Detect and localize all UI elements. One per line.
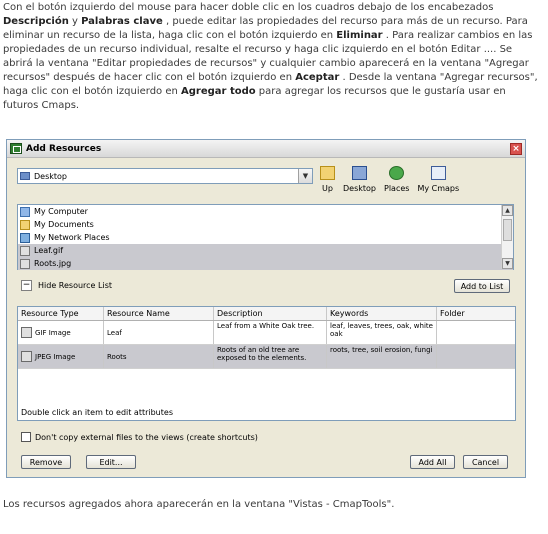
image-file-icon — [20, 259, 30, 269]
status-text: Double click an item to edit attributes — [21, 408, 173, 417]
places-toolbar — [320, 166, 467, 193]
desktop-label: Desktop — [343, 184, 376, 193]
network-icon — [20, 233, 30, 243]
file-list — [17, 204, 514, 270]
keywords-cell[interactable]: leaf, leaves, trees, oak, white oak — [327, 321, 437, 344]
column-header[interactable]: Description — [214, 307, 327, 320]
column-header[interactable]: Resource Type — [18, 307, 104, 320]
intro-bold-aceptar: Aceptar — [295, 72, 340, 83]
remove-button[interactable]: Remove — [21, 455, 71, 469]
outro-paragraph: Los recursos agregados ahora aparecerán en la ventana "Vistas - CmapTools". — [3, 499, 395, 510]
resource-table — [17, 306, 516, 421]
desktop-button[interactable] — [343, 166, 376, 193]
dialog-titlebar[interactable] — [7, 140, 525, 158]
hide-resource-list-row[interactable] — [21, 280, 112, 291]
places-label: Places — [384, 184, 410, 193]
scrollbar-thumb[interactable] — [503, 219, 512, 241]
dont-copy-label: Don't copy external files to the views (create shortcuts) — [35, 432, 258, 442]
intro-paragraph — [3, 1, 543, 113]
close-icon[interactable]: × — [510, 143, 522, 155]
up-folder-icon — [320, 166, 335, 180]
collapse-icon[interactable]: − — [22, 280, 31, 290]
intro-text: . Desde la ventana "Agregar recursos", haga clic con el botón izquierdo en — [3, 72, 538, 97]
add-resources-dialog — [6, 139, 526, 478]
add-to-list-button[interactable]: Add to List — [454, 279, 510, 293]
my-cmaps-label: My Cmaps — [417, 184, 460, 193]
documents-icon — [20, 220, 30, 230]
up-button[interactable] — [320, 166, 335, 193]
add-all-button[interactable]: Add All — [410, 455, 455, 469]
type-cell — [18, 321, 104, 344]
column-header[interactable]: Folder — [440, 309, 465, 318]
file-name: My Network Places — [34, 233, 110, 242]
file-list-scrollbar[interactable] — [501, 205, 513, 269]
intro-text: para agregar los recursos que le gustaría usar en futuros Cmaps. — [3, 86, 506, 111]
copy-option-row[interactable] — [21, 432, 258, 442]
intro-text: y — [68, 16, 82, 27]
column-header[interactable]: Keywords — [327, 307, 437, 320]
image-file-icon — [20, 246, 30, 256]
places-button[interactable] — [384, 166, 409, 193]
file-name: Roots.jpg — [34, 259, 72, 268]
type-cell — [18, 345, 104, 368]
globe-icon — [389, 166, 404, 180]
intro-bold-eliminar: Eliminar — [336, 30, 383, 41]
file-name: My Documents — [34, 220, 94, 229]
folder-cell[interactable] — [437, 345, 515, 368]
file-name: My Computer — [34, 207, 88, 216]
list-item[interactable] — [18, 231, 513, 244]
table-header — [18, 307, 515, 321]
intro-text: , puede editar las propiedades del recurso para más de un recurso. Para eliminar un recurso de la lista, haga clic con el botón izquierdo en — [3, 16, 528, 41]
chevron-down-icon[interactable]: ▼ — [298, 169, 312, 183]
list-item[interactable] — [18, 218, 513, 231]
file-name: Leaf.gif — [34, 246, 64, 255]
list-item[interactable] — [18, 205, 513, 218]
name-cell[interactable]: Leaf — [104, 321, 214, 344]
location-value: Desktop — [34, 171, 67, 181]
description-cell[interactable]: Leaf from a White Oak tree. — [214, 321, 327, 344]
dialog-title: Add Resources — [26, 143, 102, 154]
table-row[interactable] — [18, 321, 515, 345]
intro-bold-descripcion: Descripción — [3, 16, 69, 27]
hide-resource-list-label: Hide Resource List — [38, 281, 112, 290]
desktop-icon — [352, 166, 367, 180]
intro-bold-palabras-clave: Palabras clave — [81, 16, 163, 27]
up-label: Up — [322, 184, 333, 193]
description-cell[interactable]: Roots of an old tree are exposed to the elements. — [214, 345, 327, 368]
edit-button[interactable]: Edit... — [86, 455, 136, 469]
dont-copy-checkbox[interactable] — [21, 432, 31, 442]
desktop-folder-icon — [20, 172, 30, 180]
type-text: GIF Image — [35, 328, 71, 337]
cmaptools-app-icon — [10, 143, 22, 154]
computer-icon — [20, 207, 30, 217]
folder-cell[interactable] — [437, 321, 515, 344]
intro-text: . Para realizar cambios en las propiedades de un recurso individual, resalte el recurso y haga clic izquierdo en el botón Editar .... Se abrirá la ventana "Editar propiedades de recursos" y cualquier cambio aparecerá en la ventana "Agregar recursos" después de hacer clic con el botón izquierdo en — [3, 30, 533, 83]
keywords-cell[interactable]: roots, tree, soil erosion, fungi — [327, 345, 437, 368]
scroll-down-icon[interactable]: ▼ — [502, 258, 513, 269]
type-text: JPEG Image — [35, 352, 76, 361]
cmaps-icon — [431, 166, 446, 180]
scroll-up-icon[interactable]: ▲ — [502, 205, 513, 216]
my-cmaps-button[interactable] — [417, 166, 459, 193]
intro-bold-agregar-todo: Agregar todo — [181, 86, 256, 97]
cancel-button[interactable]: Cancel — [463, 455, 508, 469]
list-item[interactable] — [18, 257, 513, 270]
list-item[interactable] — [18, 244, 513, 257]
jpeg-file-icon — [21, 351, 32, 362]
column-header[interactable]: Resource Name — [104, 307, 214, 320]
location-dropdown[interactable] — [17, 168, 313, 184]
gif-file-icon — [21, 327, 32, 338]
intro-text: Con el botón izquierdo del mouse para hacer doble clic en los cuadros debajo de los encabezados — [3, 2, 494, 13]
table-row[interactable] — [18, 345, 515, 369]
name-cell[interactable]: Roots — [104, 345, 214, 368]
